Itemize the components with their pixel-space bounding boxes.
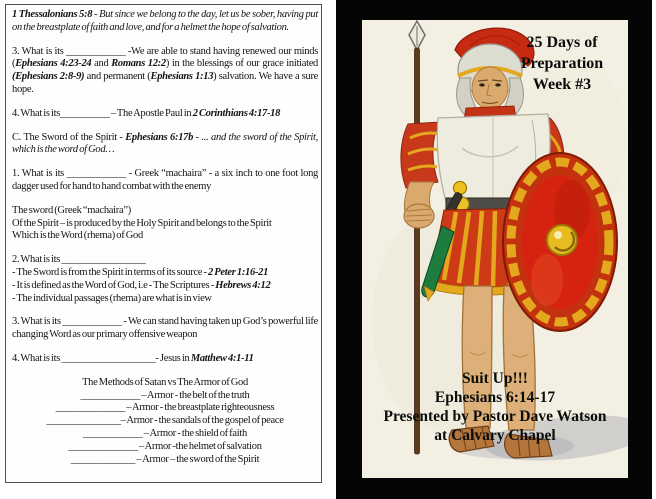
hand-on-spear (404, 182, 434, 228)
armor-breastplate: ______________ – Armor - the breastplate righteousness (55, 402, 275, 414)
sword-definition-line-1: The sword (Greek “machaira”) (12, 204, 131, 216)
poster-canvas (362, 20, 628, 478)
armor-title: The Methods of Satan vs The Armor of God (82, 376, 248, 388)
question-3-weapon: 3. What is its ____________ - We can stand having taken up God’s powerful life changing Word as our primary offensive weapon (12, 316, 318, 341)
sermon-notes-page (5, 4, 322, 483)
poster-header (504, 32, 620, 95)
question-2-blank: 2. What is its _________________ (12, 254, 146, 266)
poster-footer-line: Suit Up!!! (462, 370, 528, 387)
shield-icon (503, 153, 617, 331)
question-3-hope: 3. What is its ____________ -We are able to stand having renewed our minds (Ephesians 4:23-24 and Romans 12:2) in the blessings of our grace initiated (Ephesians 2:8-9) and permanent (Ephesians 1:13) salvation. We have a sure hope. (12, 45, 319, 95)
poster-footer-line: at Calvary Chapel (434, 427, 556, 444)
soldier-face (472, 67, 508, 109)
poster-footer-line: Ephesians 6:14-17 (434, 389, 556, 406)
sword-definition-line-3: Which is the Word (rhema) of God (12, 230, 143, 242)
scripture-quote: 1 Thessalonians 5:8 - But since we belong to the day, let us be sober, having put on the breastplate of faith and love, and for a helmet the hope of salvation. (12, 9, 318, 33)
poster-header-line: 25 Days of (526, 34, 598, 51)
armor-sword: _____________ – Armor – the sword of the Spirit (70, 453, 260, 465)
question-4-jesus: 4. What is its ___________________- Jesus in Matthew 4:1-11 (12, 352, 254, 364)
armor-sandals: _______________– Armor - the sandals of the gospel of peace (46, 415, 284, 427)
question-2-source: - The Sword is from the Spirit in terms of its source - 2 Peter 1:16-21 (12, 266, 269, 278)
armor-belt: ____________ – Armor - the belt of the truth (80, 389, 250, 401)
poster-page (336, 0, 652, 499)
poster-footer-line: Presented by Pastor Dave Watson (383, 408, 607, 425)
question-4-paul: 4. What is its__________ – The Apostle Paul in 2 Corinthians 4:17-18 (12, 107, 281, 119)
poster-header-line: Preparation (520, 55, 604, 72)
poster-header-line: Week #3 (532, 76, 592, 93)
question-1-machaira: 1. What is its ____________ - Greek “machaira” - a six inch to one foot long dagger used for hand to hand combat with the enemy (12, 168, 318, 192)
sword-definition-line-2: Of the Spirit – is produced by the Holy Spirit and belongs to the Spirit (12, 217, 272, 229)
section-c-sword: C. The Sword of the Spirit - Ephesians 6:17b - ... and the sword of the Spirit, which is the word of God… (12, 131, 318, 156)
poster-footer (362, 369, 628, 445)
notes-content (12, 9, 318, 466)
question-2-defined: - It is defined as the Word of God, i.e - The Scriptures - Hebrews 4:12 (12, 279, 271, 291)
armor-helmet: ______________ – Armor -the helmet of salvation (68, 440, 262, 452)
question-2-passages: - The individual passages (rhema) are what is in view (12, 292, 212, 304)
armor-shield: ____________ – Armor - the shield of faith (83, 427, 247, 439)
